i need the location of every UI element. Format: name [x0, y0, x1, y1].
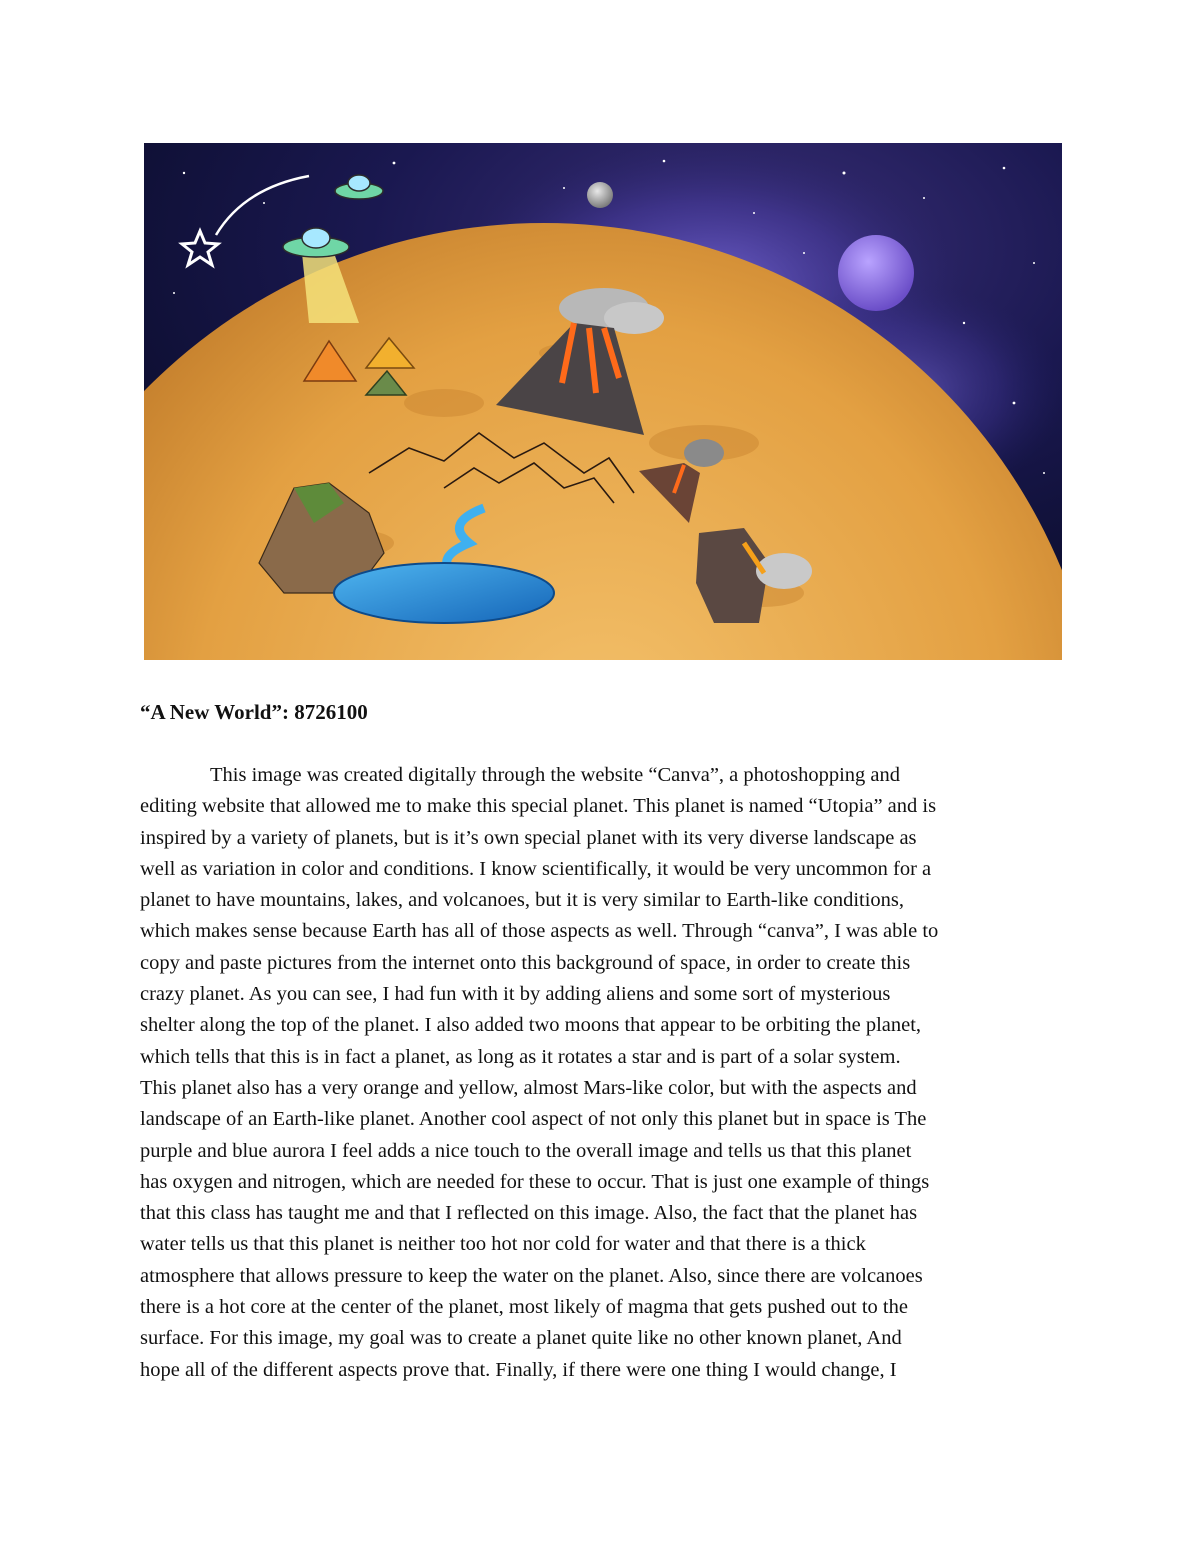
neptune-like-planet — [838, 235, 914, 311]
body-paragraph: This image was created digitally through the website “Canva”, a photoshopping and editing website that allowed me to make this special planet. This planet is named “Utopia” and is inspired by a variety of planets, but is it’s own special planet with its very diverse landscape as well as variation in color and conditions. I know scientifically, it would be very uncommon for a planet to have mountains, lakes, and volcanoes, but it is very similar to Earth-like conditions, which makes sense because Earth has all of those aspects as well. Through “canva”, I was able to copy and paste pictures from the internet onto this background of space, in order to create this crazy planet. As you can see, I had fun with it by adding aliens and some sort of mysterious shelter along the top of the planet. I also added two moons that appear to be orbiting the planet, which tells that this is in fact a planet, as long as it rotates a star and is part of a solar system. This planet also has a very orange and yellow, almost Mars-like color, but with the aspects and landscape of an Earth-like planet. Another cool aspect of not only this planet but in space is The purple and blue aurora I feel adds a nice touch to the overall image and tells us that this planet has oxygen and nitrogen, which are needed for these to occur. That is just one example of things that this class has taught me and that I reflected on this image. Also, the fact that the planet has water tells us that this planet is neither too hot nor cold for water and that there is a thick atmosphere that allows pressure to keep the water on the planet. Also, since there are volcanoes there is a hot core at the center of the planet, most likely of magma that gets pushed out to the surface. For this image, my goal was to create a planet quite like no other known planet, And hope all of the different aspects prove that. Finally, if there were one thing I would change, I — [140, 764, 939, 1381]
planet-artwork — [144, 143, 1062, 660]
document-title: “A New World”: 8726100 — [140, 700, 368, 724]
small-moon — [587, 182, 613, 208]
lake — [334, 563, 554, 623]
